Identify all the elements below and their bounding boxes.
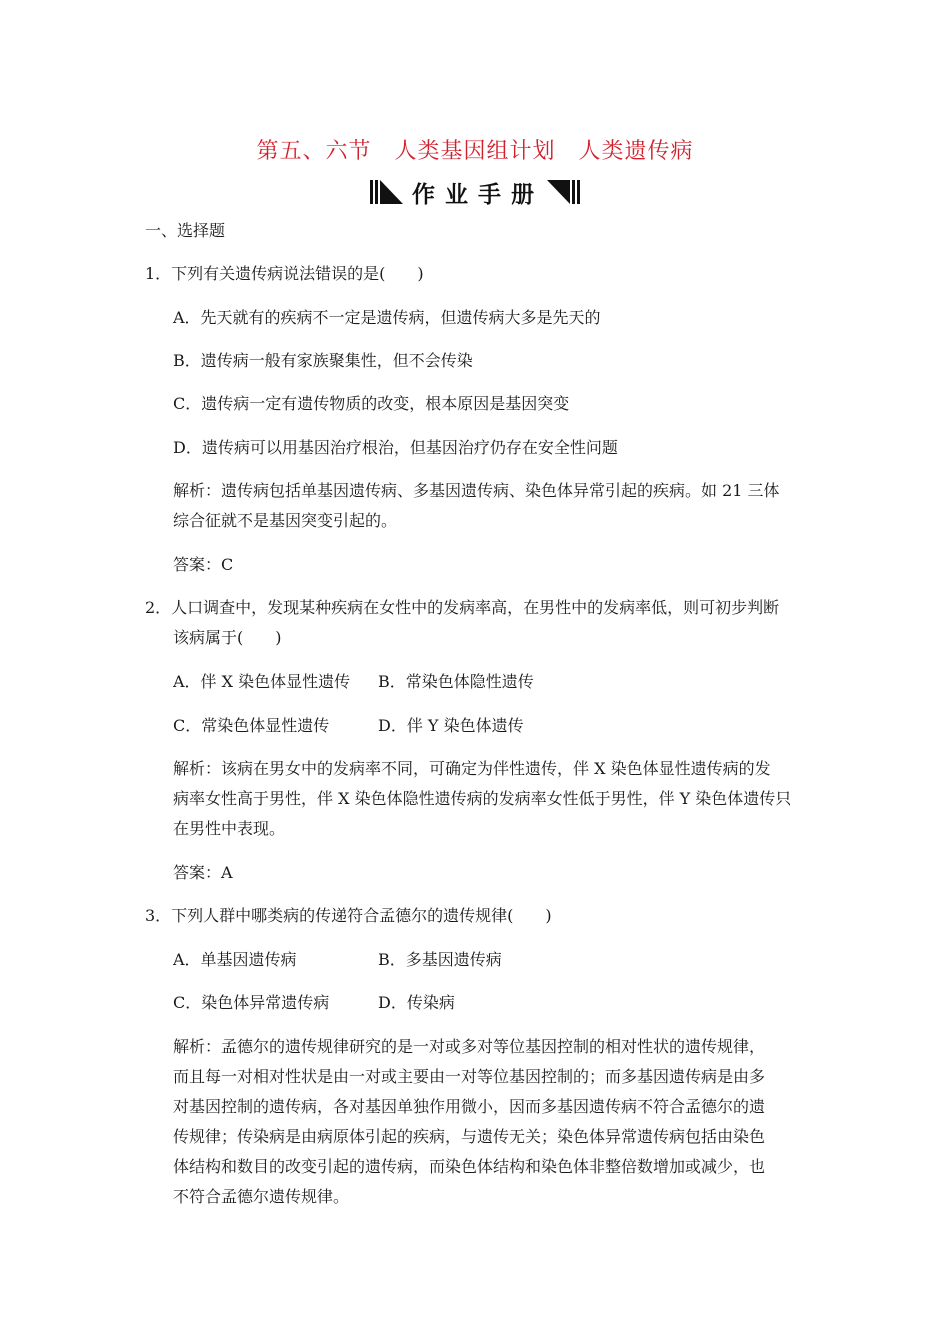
question-3-option-c: C．染色体异常遗传病 xyxy=(173,993,330,1012)
question-2-explanation-line: 解析：该病在男女中的发病率不同，可确定为伴性遗传，伴 X 染色体显性遗传病的发 xyxy=(173,759,771,778)
question-1-option-d: D．遗传病可以用基因治疗根治，但基因治疗仍存在安全性问题 xyxy=(173,438,618,457)
question-3-explanation-line: 解析：孟德尔的遗传规律研究的是一对或多对等位基因控制的相对性状的遗传规律， xyxy=(173,1037,766,1056)
right-triangle-icon xyxy=(546,178,580,206)
homework-banner xyxy=(370,176,580,208)
question-3-option-d: D．传染病 xyxy=(378,993,455,1012)
question-1-explanation-line: 综合征就不是基因突变引起的。 xyxy=(173,511,398,530)
question-2-stem-continued: 该病属于( ) xyxy=(173,628,282,647)
question-2-answer: 答案：A xyxy=(173,863,233,882)
banner-label: 作业手册 xyxy=(412,181,544,208)
question-3-explanation-line: 体结构和数目的改变引起的遗传病，而染色体结构和染色体非整倍数增加或减少，也 xyxy=(173,1157,766,1176)
question-3-option-a: A．单基因遗传病 xyxy=(173,950,297,969)
question-1-stem: 1．下列有关遗传病说法错误的是( ) xyxy=(145,264,424,283)
page-title: 第五、六节 人类基因组计划 人类遗传病 xyxy=(256,139,694,164)
question-2-stem: 2．人口调查中，发现某种疾病在女性中的发病率高，在男性中的发病率低，则可初步判断 xyxy=(145,598,780,617)
question-2-option-c: C．常染色体显性遗传 xyxy=(173,716,330,735)
question-3-stem: 3．下列人群中哪类病的传递符合孟德尔的遗传规律( ) xyxy=(145,906,552,925)
section-heading: 一、选择题 xyxy=(145,221,226,240)
question-2-explanation-line: 在男性中表现。 xyxy=(173,819,286,838)
question-1-option-a: A．先天就有的疾病不一定是遗传病，但遗传病大多是先天的 xyxy=(173,308,601,327)
question-3-explanation-line: 传规律；传染病是由病原体引起的疾病，与遗传无关；染色体异常遗传病包括由染色 xyxy=(173,1127,766,1146)
question-1-explanation-line: 解析：遗传病包括单基因遗传病、多基因遗传病、染色体异常引起的疾病。如 21 三体 xyxy=(173,481,780,500)
question-2-option-d: D．伴 Y 染色体遗传 xyxy=(378,716,524,735)
question-3-explanation-line: 不符合孟德尔遗传规律。 xyxy=(173,1187,350,1206)
question-1-option-b: B．遗传病一般有家族聚集性，但不会传染 xyxy=(173,351,473,370)
question-2-explanation-line: 病率女性高于男性，伴 X 染色体隐性遗传病的发病率女性低于男性，伴 Y 染色体遗传只 xyxy=(173,789,792,808)
left-triangle-icon xyxy=(370,178,404,206)
question-1-option-c: C．遗传病一定有遗传物质的改变，根本原因是基因突变 xyxy=(173,394,570,413)
question-1-answer: 答案：C xyxy=(173,555,234,574)
question-2-option-b: B．常染色体隐性遗传 xyxy=(378,672,534,691)
question-3-option-b: B．多基因遗传病 xyxy=(378,950,502,969)
question-2-option-a: A．伴 X 染色体显性遗传 xyxy=(173,672,351,691)
question-3-explanation-line: 而且每一对相对性状是由一对或主要由一对等位基因控制的；而多基因遗传病是由多 xyxy=(173,1067,766,1086)
question-3-explanation-line: 对基因控制的遗传病，各对基因单独作用微小，因而多基因遗传病不符合孟德尔的遗 xyxy=(173,1097,766,1116)
